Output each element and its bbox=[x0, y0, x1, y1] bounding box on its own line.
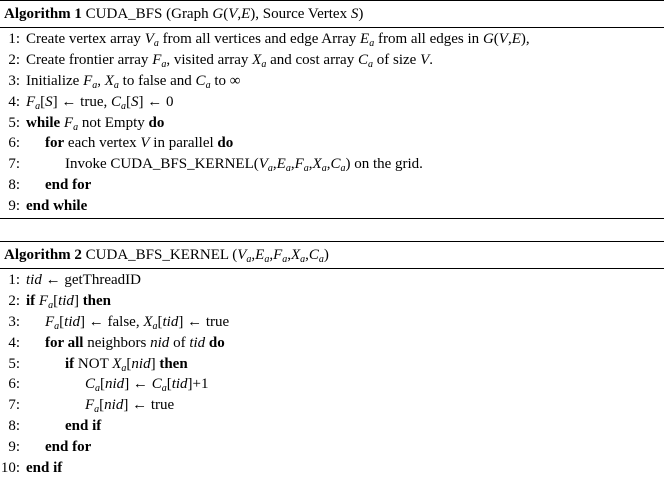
line-text: $C_a[nid]$ ← $C_a[tid]+1$ bbox=[85, 376, 209, 395]
line-number: 3: bbox=[8, 72, 20, 89]
algorithm-line bbox=[0, 133, 664, 154]
algorithm-2 bbox=[0, 241, 664, 478]
line-number: 8: bbox=[8, 176, 20, 193]
algorithm-line bbox=[0, 71, 664, 92]
algorithm-body bbox=[0, 28, 664, 216]
line-text: for each vertex V in parallel do bbox=[45, 135, 234, 152]
line-number: 6: bbox=[8, 376, 20, 393]
line-number: 9: bbox=[8, 438, 20, 455]
algorithm-title: CUDA_BFS (Graph G(V,E), Source Vertex S) bbox=[85, 6, 364, 23]
algorithm-line bbox=[0, 374, 664, 395]
algorithm-line bbox=[0, 312, 664, 333]
line-number: 7: bbox=[8, 397, 20, 414]
line-text: for all neighbors nid of tid do bbox=[45, 334, 225, 351]
line-number: 4: bbox=[8, 93, 20, 110]
algorithm-line bbox=[0, 29, 664, 50]
line-number: 5: bbox=[8, 114, 20, 131]
line-number: 6: bbox=[8, 135, 20, 152]
algorithm-1 bbox=[0, 0, 664, 219]
algorithm-line bbox=[0, 416, 664, 437]
algorithm-line bbox=[0, 437, 664, 458]
algorithm-line bbox=[0, 458, 664, 479]
algorithm-title: CUDA_BFS_KERNEL $(V_a,E_a,F_a,X_a,C_a)$ bbox=[85, 247, 329, 266]
line-number: 9: bbox=[8, 197, 20, 214]
line-number: 1: bbox=[8, 272, 20, 289]
algorithm-line bbox=[0, 270, 664, 291]
line-number: 5: bbox=[8, 355, 20, 372]
line-text: end while bbox=[26, 197, 88, 214]
algorithm-line bbox=[0, 291, 664, 312]
line-text: Invoke $CUDA\_BFS\_KERNEL(V_a,E_a,F_a,X_a,C_a)$ on the grid. bbox=[65, 156, 423, 175]
line-text: end if bbox=[65, 417, 102, 434]
line-number: 2: bbox=[8, 293, 20, 310]
bottom-rule bbox=[0, 218, 664, 219]
line-text: Initialize $F_a$, $X_a$ to false and $C_a$ to ∞ bbox=[26, 72, 241, 91]
algorithm-line bbox=[0, 50, 664, 71]
algorithm-line bbox=[0, 354, 664, 375]
line-text: if NOT $X_a[nid]$ then bbox=[65, 355, 188, 374]
algorithm-line bbox=[0, 395, 664, 416]
line-number: 7: bbox=[8, 156, 20, 173]
algorithm-header bbox=[0, 1, 664, 27]
algorithm-line bbox=[0, 92, 664, 113]
line-number: 10: bbox=[0, 459, 20, 476]
line-text: if $F_a[tid]$ then bbox=[26, 293, 112, 312]
algorithm-line bbox=[0, 175, 664, 196]
algorithm-line bbox=[0, 154, 664, 175]
line-text: $F_a[tid]$ ← false, $X_a[tid]$ ← true bbox=[45, 313, 230, 332]
line-number: 8: bbox=[8, 417, 20, 434]
line-text: tid ← getThreadID bbox=[26, 272, 141, 289]
line-text: Create frontier array $F_a$, visited array $X_a$ and cost array $C_a$ of size V. bbox=[26, 52, 433, 71]
line-number: 2: bbox=[8, 52, 20, 69]
line-text: end for bbox=[45, 176, 92, 193]
line-number: 1: bbox=[8, 31, 20, 48]
line-text: $F_a[nid]$ ← true bbox=[85, 397, 175, 416]
algorithm-header bbox=[0, 242, 664, 268]
line-text: $F_a[S]$ ← true, $C_a[S]$ ← 0 bbox=[26, 93, 174, 112]
algorithm-line bbox=[0, 113, 664, 134]
line-text: Create vertex array $V_a$ from all vertices and edge Array $E_a$ from all edges in G(V,E), bbox=[26, 31, 530, 50]
line-number: 3: bbox=[8, 313, 20, 330]
algorithm-line bbox=[0, 333, 664, 354]
algorithm-line bbox=[0, 196, 664, 217]
line-text: end if bbox=[26, 459, 63, 476]
line-text: end for bbox=[45, 438, 92, 455]
line-text: while $F_a$ not Empty do bbox=[26, 114, 165, 133]
algorithm-label: Algorithm 1 bbox=[4, 6, 82, 23]
line-number: 4: bbox=[8, 334, 20, 351]
algorithm-label: Algorithm 2 bbox=[4, 247, 82, 264]
algorithm-body bbox=[0, 269, 664, 478]
